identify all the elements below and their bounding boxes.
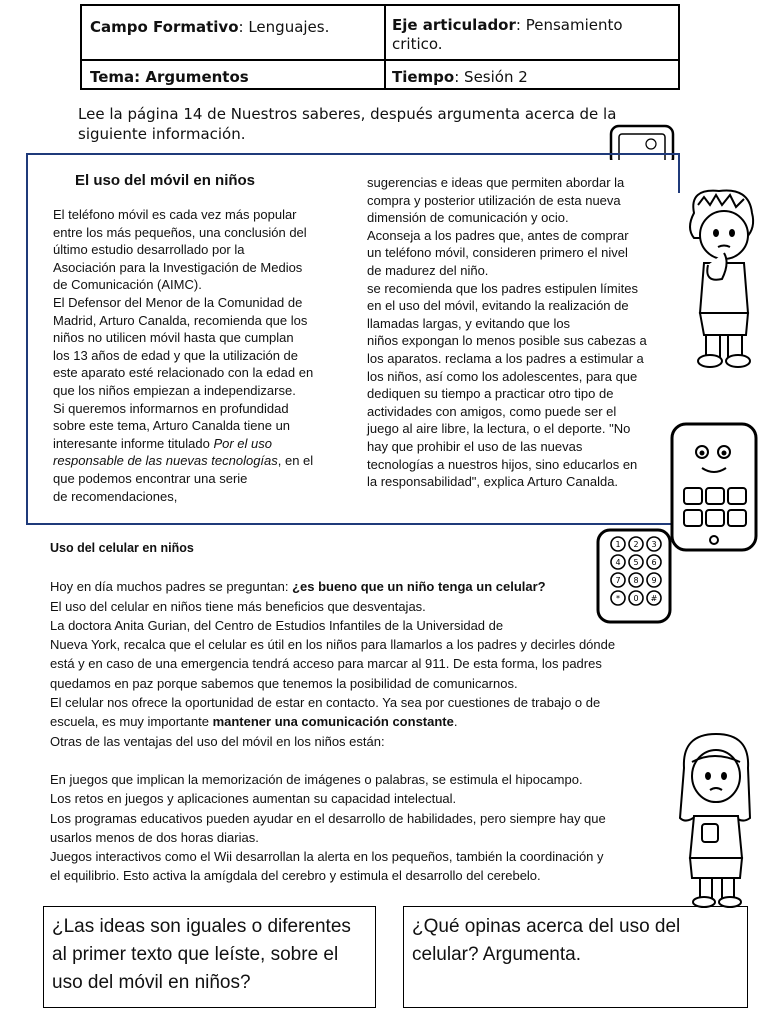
svg-text:0: 0 <box>633 594 639 603</box>
article-1-title: El uso del móvil en niños <box>75 172 256 189</box>
keypad-phone-icon <box>594 528 674 624</box>
tema: Tema: Argumentos <box>90 68 249 86</box>
question-2-box: ¿Qué opinas acerca del uso del celular? Argumenta. <box>403 906 748 1008</box>
question-1-box: ¿Las ideas son iguales o diferentes al primer texto que leíste, sobre el uso del móvil en niños? <box>43 906 376 1008</box>
svg-text:9: 9 <box>651 576 657 585</box>
svg-text:8: 8 <box>633 576 639 585</box>
article-1-left-column: El teléfono móvil es cada vez más popular entre los más pequeños, una conclusión del último estudio desarrollado por la Asociación para la Investigación de Medios de Comunicación (AIMC). El Defensor del Menor de la Comunidad de Madrid, Arturo Canalda, recomienda que los niños no utilicen móvil hasta que cumplan los 13 años de edad y que la utilización de este aparato esté relacionado con la edad en que los niños empiezan a independizarse. Si queremos informarnos en profundidad sobre este tema, Arturo Canalda tiene un interesante informe titulado Por el uso responsable de las nuevas tecnologías, en el que podemos encontrar una serie de recomendaciones, <box>53 207 314 504</box>
article-2-question: Hoy en día muchos padres se preguntan: ¿es bueno que un niño tenga un celular? <box>50 579 546 595</box>
svg-text:2: 2 <box>633 540 639 549</box>
article-2-title: Uso del celular en niños <box>50 541 194 555</box>
instruction: Lee la página 14 de Nuestros saberes, después argumenta acerca de la siguiente información. <box>78 105 617 143</box>
smartphone-character-icon <box>664 420 764 555</box>
svg-text:4: 4 <box>615 558 621 567</box>
svg-text:5: 5 <box>633 558 639 567</box>
thinking-boy-icon <box>664 183 764 373</box>
article-1-right-column: sugerencias e ideas que permiten abordar la compra y posterior utilización de esta nueva dimensión de comunicación y ocio. Aconseja a los padres que, antes de comprar un teléfono móvil, consideren primero el nivel de madurez del niño. se recomienda que los padres estipulen límites en el uso del móvil, evitando la realización de llamadas largas, y evitando que los niños expongan lo menos posible sus cabezas a los aparatos. reclama a los padres a estimular a los niños, así como los adolescentes, para que dediquen su tiempo a practicar otro tipo de actividades con amigos, como puede ser el juego al aire libre, la lectura, o el deporte. "No hay que prohibir el uso de las nuevas tecnologías a nuestros hijos, sino educarlos en la responsabilidad", explica Arturo Canalda. <box>367 175 647 490</box>
campo-formativo: Campo Formativo: Lenguajes. <box>90 18 330 36</box>
thinking-girl-icon <box>664 728 764 908</box>
svg-text:1: 1 <box>615 540 621 549</box>
svg-text:3: 3 <box>651 540 657 549</box>
svg-text:6: 6 <box>651 558 657 567</box>
svg-text:#: # <box>650 594 658 603</box>
eje-articulador: Eje articulador: Pensamiento critico. <box>392 16 623 53</box>
tiempo: Tiempo: Sesión 2 <box>392 68 528 86</box>
svg-text:7: 7 <box>615 576 621 585</box>
svg-text:*: * <box>616 594 620 603</box>
article-2: Uso del celular en niños Hoy en día muchos padres se preguntan: ¿es bueno que un niño tenga un celular? El uso del celular en niños tiene más beneficios que desventajas. La doctora Anita Gurian, del Centro de Estudios Infantiles de la Universidad de Nueva York, recalca que el celular es útil en los niños para llamarlos a los padres y decirles dónde está y en caso de una emergencia tendrá acceso para marcar al 911. De esta forma, los padres quedamos en paz porque sabemos que tenemos la posibilidad de comunicarnos. El celular nos ofrece la oportunidad de estar en contacto. Ya sea por cuestiones de trabajo o de escuela, es muy importante mantener una comunicación constante. Otras de las ventajas del uso del móvil en los niños están: En juegos que implican la memorización de imágenes o palabras, se estimula el hipocampo. Los retos en juegos y aplicaciones aumentan su capacidad intelectual. Los programas educativos pueden ayudar en el desarrollo de habilidades, pero siempre hay que usarlos menos de dos horas diarias. Juegos interactivos como el Wii desarrollan la alerta en los pequeños, también la coordinación y el equilibrio. Esto activa la amígdala del cerebro y estimula el desarrollo del cerebelo. <box>50 539 665 886</box>
header-table <box>80 4 680 90</box>
